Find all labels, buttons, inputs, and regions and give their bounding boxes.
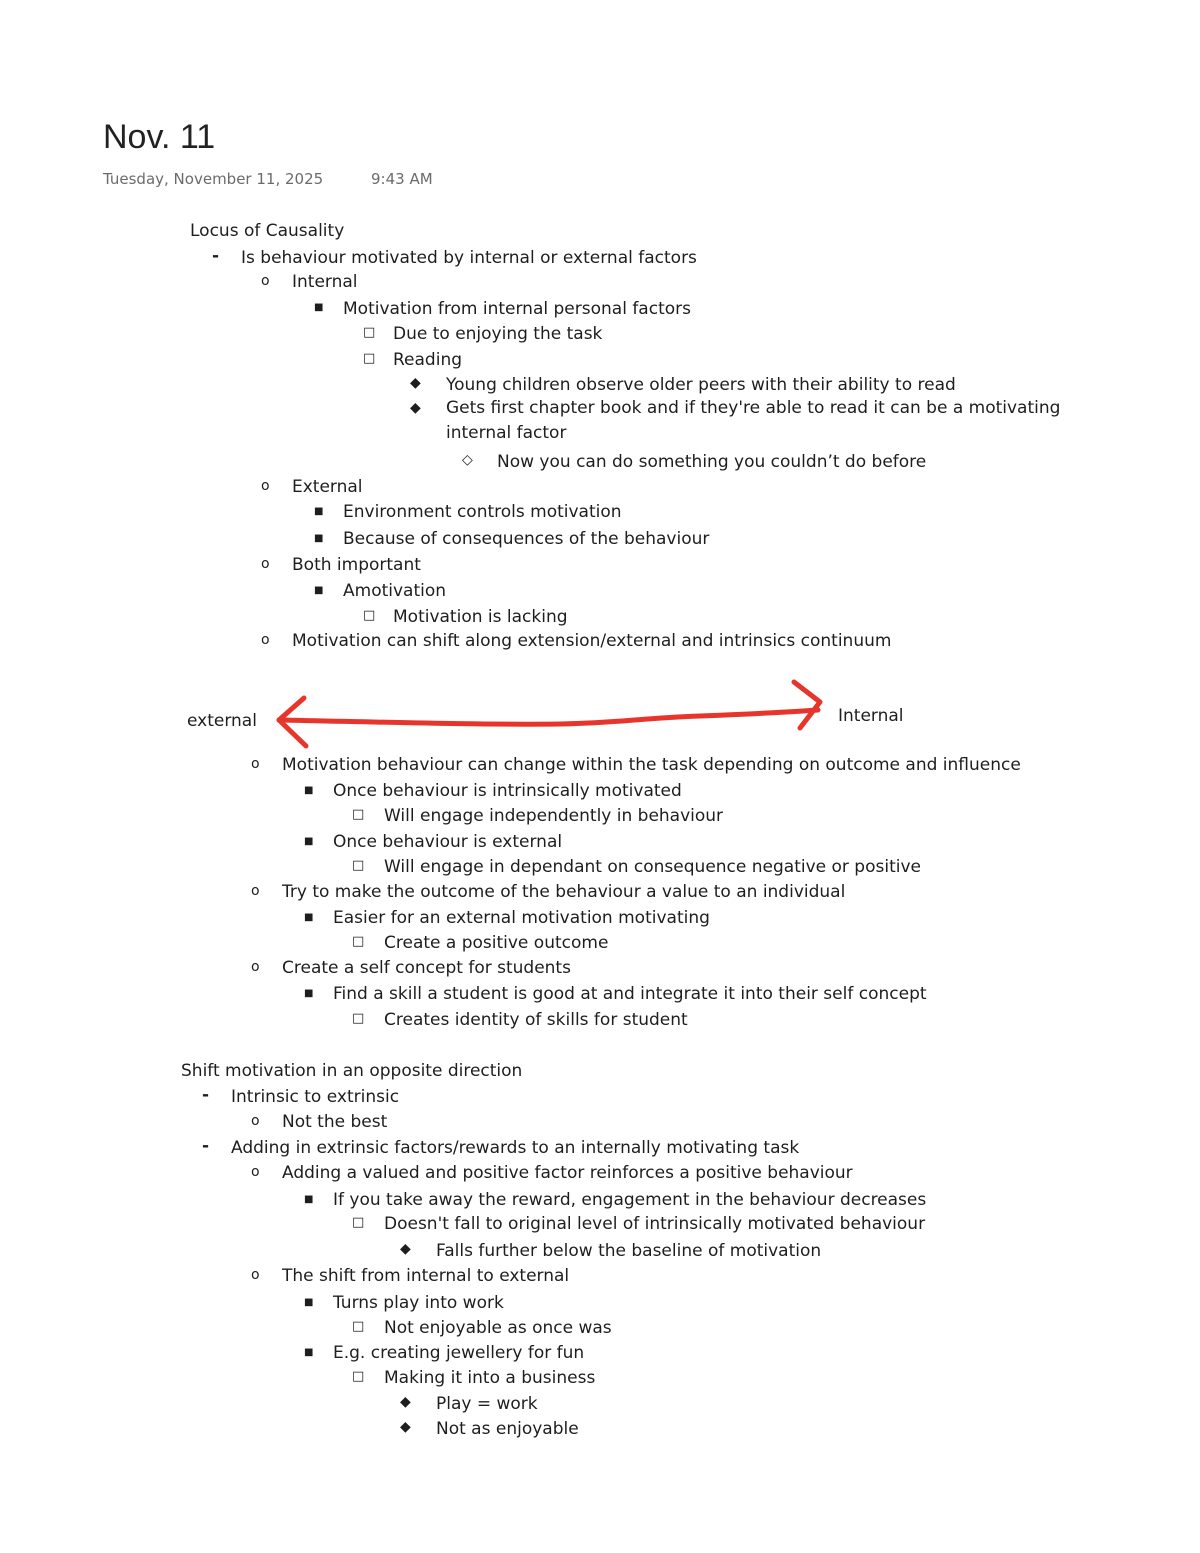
circle-bullet: o (251, 1267, 260, 1283)
diamond-bullet: ◆ (410, 375, 421, 391)
list-item: External (292, 477, 363, 497)
arrow-shaft (279, 710, 818, 724)
list-item: Not the best (282, 1112, 388, 1132)
list-item: Amotivation (343, 581, 447, 601)
list-item: Both important (292, 555, 421, 575)
square-bullet: ■ (314, 533, 324, 544)
section-heading: Locus of Causality (190, 221, 345, 241)
list-item: Motivation behaviour can change within the task depending on outcome and influence (282, 755, 1021, 775)
open-square-bullet: □ (352, 858, 365, 873)
list-item: Environment controls motivation (343, 502, 622, 522)
square-bullet: ■ (314, 506, 324, 517)
open-diamond-bullet: ◇ (462, 452, 473, 468)
circle-bullet: o (251, 883, 260, 899)
square-bullet: ■ (304, 1347, 314, 1358)
list-item: Making it into a business (384, 1368, 596, 1388)
open-square-bullet: □ (363, 351, 376, 366)
square-bullet: ■ (304, 836, 314, 847)
diamond-bullet: ◆ (400, 1394, 411, 1410)
square-bullet: ■ (304, 1194, 314, 1205)
list-item: Adding a valued and positive factor reinforces a positive behaviour (282, 1163, 853, 1183)
list-item: Reading (393, 350, 463, 370)
open-square-bullet: □ (352, 934, 365, 949)
circle-bullet: o (251, 959, 260, 975)
square-bullet: ■ (314, 302, 324, 313)
page-title: Nov. 11 (103, 118, 216, 156)
list-item: Play = work (436, 1394, 538, 1414)
list-item: Will engage independently in behaviour (384, 806, 724, 826)
diamond-bullet: ◆ (400, 1241, 411, 1257)
list-item: Will engage in dependant on consequence negative or positive (384, 857, 921, 877)
list-item: E.g. creating jewellery for fun (333, 1343, 585, 1363)
list-item: Because of consequences of the behaviour (343, 529, 710, 549)
list-item: Young children observe older peers with their ability to read (446, 375, 956, 395)
square-bullet: ■ (314, 585, 324, 596)
open-square-bullet: □ (352, 1011, 365, 1026)
page-time: 9:43 AM (371, 170, 433, 188)
section-heading: Shift motivation in an opposite direction (181, 1061, 523, 1081)
square-bullet: ■ (304, 988, 314, 999)
open-square-bullet: □ (363, 325, 376, 340)
circle-bullet: o (261, 556, 270, 572)
list-item: Gets first chapter book and if they're able to read it can be a motivating internal factor (446, 398, 1061, 443)
square-bullet: ■ (304, 1297, 314, 1308)
list-item: Not as enjoyable (436, 1419, 579, 1439)
list-item: Intrinsic to extrinsic (231, 1087, 400, 1107)
list-item: Easier for an external motivation motivating (333, 908, 710, 928)
circle-bullet: o (251, 1164, 260, 1180)
square-bullet: ■ (304, 912, 314, 923)
list-item: Creates identity of skills for student (384, 1010, 688, 1030)
open-square-bullet: □ (352, 1369, 365, 1384)
list-item: Now you can do something you couldn’t do before (497, 452, 927, 472)
circle-bullet: o (261, 273, 270, 289)
open-square-bullet: □ (352, 1215, 365, 1230)
diamond-bullet: ◆ (410, 400, 421, 416)
page-date: Tuesday, November 11, 2025 (103, 170, 324, 188)
list-item: Turns play into work (333, 1293, 504, 1313)
list-item: Adding in extrinsic factors/rewards to an internally motivating task (231, 1138, 800, 1158)
open-square-bullet: □ (352, 807, 365, 822)
list-item: Doesn't fall to original level of intrinsically motivated behaviour (384, 1214, 926, 1234)
square-bullet: ■ (304, 785, 314, 796)
circle-bullet: o (261, 632, 270, 648)
list-item: Motivation from internal personal factors (343, 299, 691, 319)
list-item: Once behaviour is intrinsically motivated (333, 781, 682, 801)
list-item: Once behaviour is external (333, 832, 563, 852)
open-square-bullet: □ (352, 1319, 365, 1334)
right-arrowhead (794, 682, 820, 728)
list-item: Motivation can shift along extension/external and intrinsics continuum (292, 631, 892, 651)
list-item: Due to enjoying the task (393, 324, 603, 344)
dash-bullet: - (212, 246, 220, 266)
dash-bullet: - (202, 1085, 210, 1105)
diamond-bullet: ◆ (400, 1419, 411, 1435)
list-item: Try to make the outcome of the behaviour a value to an individual (282, 882, 846, 902)
open-square-bullet: □ (363, 608, 376, 623)
dash-bullet: - (202, 1136, 210, 1156)
list-item: If you take away the reward, engagement in the behaviour decreases (333, 1190, 927, 1210)
list-item: Find a skill a student is good at and integrate it into their self concept (333, 984, 927, 1004)
list-item: Create a positive outcome (384, 933, 609, 953)
internal-label: Internal (838, 706, 904, 726)
circle-bullet: o (251, 756, 260, 772)
list-item: The shift from internal to external (282, 1266, 570, 1286)
list-item: Is behaviour motivated by internal or external factors (241, 248, 697, 268)
list-item: Not enjoyable as once was (384, 1318, 612, 1338)
circle-bullet: o (251, 1113, 260, 1129)
list-item: Motivation is lacking (393, 607, 568, 627)
circle-bullet: o (261, 478, 270, 494)
external-label: external (187, 711, 257, 731)
list-item: Falls further below the baseline of motivation (436, 1241, 822, 1261)
list-item: Internal (292, 272, 358, 292)
list-item: Create a self concept for students (282, 958, 571, 978)
